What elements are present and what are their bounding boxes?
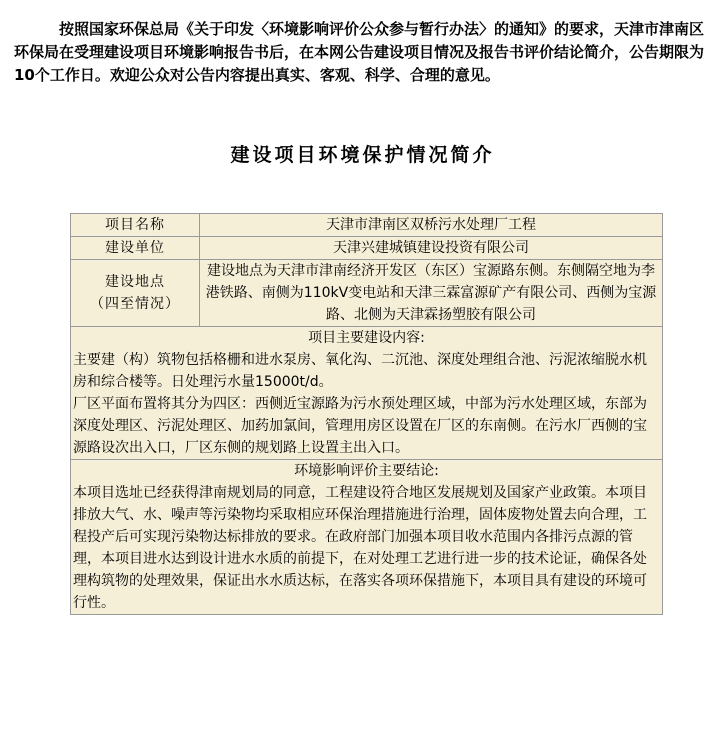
construction-heading: 项目主要建设内容: bbox=[308, 330, 425, 346]
location-label bbox=[71, 260, 199, 326]
construction-paragraph-2: 厂区平面布置将其分为四区：西侧近宝源路为污水预处理区域，中部为污水处理区域，东部为深度处理区、污泥处理区、加药加氯间，管理用房区设置在厂区的东南侧。在污水厂西侧的宝源路设次出入口，厂区东侧的规划路上设置主出入口。 bbox=[73, 396, 647, 456]
builder-value: 天津兴建城镇建设投资有限公司 bbox=[200, 237, 662, 259]
location-label-line1: 建设地点 bbox=[105, 274, 165, 290]
location-value: 建设地点为天津市津南经济开发区（东区）宝源路东侧。东侧隔空地为李港铁路、南侧为110kV变电站和天津三霖富源矿产有限公司、西侧为宝源路、北侧为天津霖扬塑胶有限公司 bbox=[200, 260, 662, 326]
construction-paragraph-1: 主要建（构）筑物包括格栅和进水泵房、氧化沟、二沉池、深度处理组合池、污泥浓缩脱水机房和综合楼等。日处理污水量15000t/d。 bbox=[73, 352, 647, 390]
builder-label: 建设单位 bbox=[71, 237, 199, 259]
table-row bbox=[71, 237, 662, 259]
table-row bbox=[71, 460, 662, 614]
construction-cell bbox=[71, 327, 662, 459]
table-row bbox=[71, 327, 662, 459]
conclusion-paragraph: 本项目选址已经获得津南规划局的同意，工程建设符合地区发展规划及国家产业政策。本项目排放大气、水、噪声等污染物均采取相应环保治理措施进行治理，固体废物处置去向合理，工程投产后可实现污染物达标排放的要求。在政府部门加强本项目收水范围内各排污点源的管理，本项目进水达到设计进水水质的前提下，在对处理工艺进行进一步的技术论证，确保各处理构筑物的处理效果，保证出水水质达标，在落实各项环保措施下，本项目具有建设的环境可行性。 bbox=[73, 485, 647, 611]
location-label-line2: （四至情况） bbox=[90, 296, 180, 312]
project-info-table bbox=[70, 213, 663, 615]
conclusion-cell bbox=[71, 460, 662, 614]
project-name-label: 项目名称 bbox=[71, 214, 199, 236]
intro-paragraph: 按照国家环保总局《关于印发〈环境影响评价公众参与暂行办法〉的通知》的要求，天津市津南区环保局在受理建设项目环境影响报告书后，在本网公告建设项目情况及报告书评价结论简介，公告期限为10个工作日。欢迎公众对公告内容提出真实、客观、科学、合理的意见。 bbox=[14, 20, 705, 84]
page-title: 建设项目环境保护情况简介 bbox=[230, 144, 495, 166]
project-name-value: 天津市津南区双桥污水处理厂工程 bbox=[200, 214, 662, 236]
table-row bbox=[71, 260, 662, 326]
conclusion-heading: 环境影响评价主要结论: bbox=[294, 463, 439, 479]
table-row bbox=[71, 214, 662, 236]
